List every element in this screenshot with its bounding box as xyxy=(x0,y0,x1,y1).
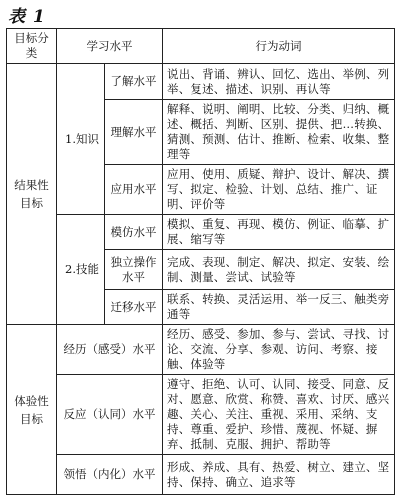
learning-objectives-table xyxy=(6,28,395,495)
header-goal-category: 目标分类 xyxy=(7,29,57,64)
verbs-cell: 经历、感受、参加、参与、尝试、寻找、讨论、交流、分享、参观、访问、考察、接触、体验等 xyxy=(163,325,395,375)
category-result-goals: 结果性目标 xyxy=(7,64,57,325)
level-cell: 反应（认同）水平 xyxy=(57,375,163,455)
level-cell: 迁移水平 xyxy=(105,290,163,325)
table-row xyxy=(7,215,395,250)
verbs-cell: 模拟、重复、再现、模仿、例证、临摹、扩展、缩写等 xyxy=(163,215,395,250)
level-cell: 经历（感受）水平 xyxy=(57,325,163,375)
table-row xyxy=(7,455,395,495)
level-cell: 了解水平 xyxy=(105,64,163,100)
table-caption: 表 1 xyxy=(8,7,46,27)
subcategory-knowledge: 1.知识 xyxy=(57,64,105,215)
verbs-cell: 遵守、拒绝、认可、认同、接受、同意、反对、愿意、欣赏、称赞、喜欢、讨厌、感兴趣、关心、关注、重视、采用、采纳、支持、尊重、爱护、珍惜、蔑视、怀疑、摒弃、抵制、克服、拥护、帮助等 xyxy=(163,375,395,455)
verbs-cell: 联系、转换、灵活运用、举一反三、触类旁通等 xyxy=(163,290,395,325)
level-cell: 理解水平 xyxy=(105,100,163,165)
level-cell: 领悟（内化）水平 xyxy=(57,455,163,495)
header-action-verbs: 行为动词 xyxy=(163,29,395,64)
level-cell: 独立操作水平 xyxy=(105,250,163,290)
level-cell: 模仿水平 xyxy=(105,215,163,250)
verbs-cell: 说出、背诵、辨认、回忆、选出、举例、列举、复述、描述、识别、再认等 xyxy=(163,64,395,100)
subcategory-skills: 2.技能 xyxy=(57,215,105,325)
verbs-cell: 应用、使用、质疑、辩护、设计、解决、撰写、拟定、检验、计划、总结、推广、证明、评价等 xyxy=(163,165,395,215)
category-experiential-goals: 体验性目标 xyxy=(7,325,57,495)
table-row xyxy=(7,375,395,455)
verbs-cell: 形成、养成、具有、热爱、树立、建立、坚持、保持、确立、追求等 xyxy=(163,455,395,495)
header-learning-level: 学习水平 xyxy=(57,29,163,64)
table-row xyxy=(7,64,395,100)
verbs-cell: 解释、说明、阐明、比较、分类、归纳、概述、概括、判断、区别、提供、把…转换、猜测、预测、估计、推断、检索、收集、整理等 xyxy=(163,100,395,165)
level-cell: 应用水平 xyxy=(105,165,163,215)
table-header-row xyxy=(7,29,395,64)
verbs-cell: 完成、表现、制定、解决、拟定、安装、绘制、测量、尝试、试验等 xyxy=(163,250,395,290)
table-row xyxy=(7,325,395,375)
